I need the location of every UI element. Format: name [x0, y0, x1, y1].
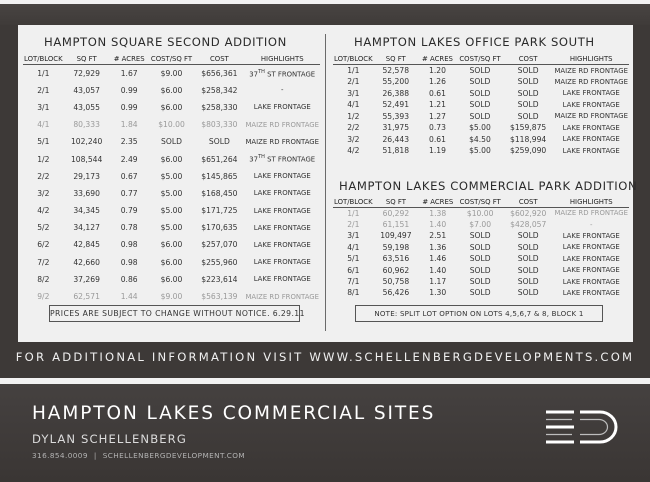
highlights-cell: MAIZE RD FRONTAGE — [554, 209, 628, 218]
cost-sqft-cell: SOLD — [469, 77, 491, 87]
table-row — [333, 287, 629, 298]
highlights-cell: LAKE FRONTAGE — [562, 123, 620, 132]
lot-cell: 6/2 — [37, 240, 50, 250]
acres-cell: 0.99 — [120, 102, 138, 112]
acres-cell: 1.84 — [120, 120, 138, 130]
sqft-cell: 80,333 — [73, 120, 100, 130]
highlights-cell: LAKE FRONTAGE — [253, 240, 311, 249]
cost-sqft-cell: $7.00 — [469, 220, 492, 230]
table-row — [23, 185, 320, 202]
cost-sqft-cell: SOLD — [469, 66, 491, 75]
highlights-cell: LAKE FRONTAGE — [562, 100, 620, 109]
acres-cell: 1.21 — [429, 100, 446, 110]
acres-cell: 0.73 — [429, 123, 446, 133]
lot-cell: 3/2 — [347, 134, 360, 144]
lot-cell: 2/1 — [37, 85, 50, 95]
cost-cell: $803,330 — [201, 120, 238, 130]
cost-sqft-cell: SOLD — [469, 265, 491, 275]
lot-cell: 2/1 — [347, 220, 360, 230]
acres-cell: 0.86 — [120, 274, 138, 284]
lot-cell: 7/2 — [37, 257, 50, 267]
acres-cell: 1.38 — [429, 208, 447, 218]
sqft-cell: 61,151 — [382, 220, 410, 230]
table-row — [333, 134, 629, 146]
cost-sqft-cell: SOLD — [469, 254, 491, 264]
cost-cell: $171,725 — [201, 206, 238, 216]
lot-cell: 1/1 — [37, 68, 50, 78]
highlights-cell: LAKE FRONTAGE — [562, 231, 620, 240]
cost-cell: $168,450 — [201, 188, 238, 198]
price-notice: PRICES ARE SUBJECT TO CHANGE WITHOUT NOTICE. 6.29.11 — [49, 305, 300, 322]
cost-sqft-cell: $6.00 — [160, 85, 183, 95]
cost-sqft-cell: SOLD — [469, 288, 491, 298]
cost-cell: SOLD — [517, 265, 539, 275]
acres-cell: 2.35 — [120, 137, 138, 147]
sqft-cell: 50,758 — [382, 277, 410, 287]
col-header-sqft: SQ FT — [374, 198, 419, 208]
lot-cell: 1/2 — [37, 154, 50, 164]
cost-sqft-cell: $6.00 — [160, 102, 183, 112]
acres-cell: 0.79 — [120, 206, 138, 216]
acres-cell: 1.30 — [429, 288, 447, 298]
cost-cell: $159,875 — [510, 123, 547, 133]
table-header-row — [333, 198, 629, 208]
table-row — [333, 122, 629, 134]
highlights-cell: LAKE FRONTAGE — [253, 275, 311, 284]
sqft-cell: 37,269 — [73, 274, 100, 284]
commercial-park-table — [333, 198, 629, 299]
cost-sqft-cell: $9.00 — [160, 292, 183, 302]
highlights-cell: LAKE FRONTAGE — [253, 206, 311, 215]
sqft-cell: 34,345 — [73, 206, 100, 216]
table-row — [333, 76, 629, 88]
acres-cell: 0.77 — [120, 188, 138, 198]
lot-cell: 8/2 — [37, 274, 50, 284]
acres-cell: 1.19 — [429, 146, 446, 156]
highlights-cell: 37TH ST FRONTAGE — [249, 68, 316, 78]
sqft-cell: 109,497 — [380, 231, 412, 241]
col-header-highlights: HIGHLIGHTS — [553, 55, 629, 65]
highlights-cell: MAIZE RD FRONTAGE — [554, 77, 628, 86]
cost-sqft-cell: $5.00 — [160, 171, 183, 181]
cost-cell: SOLD — [517, 77, 539, 87]
cost-sqft-cell: SOLD — [469, 277, 491, 287]
highlights-cell: LAKE FRONTAGE — [562, 288, 620, 297]
cost-sqft-cell: $6.00 — [160, 257, 183, 267]
contact-separator: | — [93, 451, 97, 460]
table-row — [23, 133, 320, 150]
cost-cell: $255,960 — [201, 257, 238, 267]
cost-cell: $428,057 — [510, 220, 547, 230]
cost-sqft-cell: $4.50 — [469, 134, 491, 144]
highlights-cell: MAIZE RD FRONTAGE — [245, 120, 319, 129]
cost-sqft-cell: SOLD — [469, 242, 491, 252]
sqft-cell: 62,571 — [73, 292, 100, 302]
cost-sqft-cell: $9.00 — [160, 68, 183, 78]
lot-cell: 4/2 — [347, 146, 360, 156]
acres-cell: 1.27 — [429, 111, 446, 121]
sqft-cell: 51,818 — [382, 146, 410, 156]
table-row — [23, 150, 320, 167]
table-row — [333, 99, 629, 111]
sqft-cell: 43,055 — [73, 102, 100, 112]
highlights-cell: LAKE FRONTAGE — [253, 103, 311, 112]
sqft-cell: 26,443 — [382, 134, 410, 144]
sqft-cell: 102,240 — [70, 137, 103, 147]
office-park-table — [333, 55, 629, 157]
lot-cell: 4/2 — [37, 206, 50, 216]
footer-title: HAMPTON LAKES COMMERCIAL SITES — [32, 403, 436, 424]
table-row — [23, 116, 320, 133]
cost-cell: SOLD — [208, 137, 230, 147]
lot-cell: 4/1 — [347, 242, 360, 252]
highlights-cell: MAIZE RD FRONTAGE — [554, 112, 628, 121]
contact-phone: 316.854.0009 — [32, 451, 88, 460]
hampton-square-title: HAMPTON SQUARE SECOND ADDITION — [44, 35, 287, 49]
cost-cell: $651,264 — [201, 154, 238, 164]
sqft-cell: 72,929 — [73, 68, 100, 78]
lot-cell: 1/1 — [347, 66, 360, 75]
table-row — [333, 253, 629, 264]
cost-cell: SOLD — [517, 88, 539, 98]
sqft-cell: 34,127 — [73, 223, 100, 233]
table-row — [23, 288, 320, 305]
col-header-lot: LOT/BLOCK — [24, 55, 63, 63]
lot-cell: 2/1 — [347, 77, 360, 87]
contact-website: SCHELLENBERGDEVELOPMENT.COM — [102, 451, 246, 460]
cost-cell: SOLD — [517, 66, 539, 75]
lot-cell: 5/1 — [347, 254, 360, 264]
col-header-highlights: HIGHLIGHTS — [244, 55, 320, 65]
highlights-cell: LAKE FRONTAGE — [253, 223, 311, 232]
cost-cell: SOLD — [517, 288, 539, 298]
acres-cell: 0.67 — [120, 171, 138, 181]
highlights-cell: LAKE FRONTAGE — [562, 243, 620, 252]
lot-cell: 3/1 — [347, 231, 360, 241]
lot-cell: 8/1 — [347, 288, 360, 298]
acres-cell: 0.61 — [429, 88, 446, 98]
acres-cell: 1.40 — [429, 220, 447, 230]
lot-cell: 3/1 — [347, 88, 360, 98]
table-row — [333, 208, 629, 219]
sqft-cell: 55,393 — [382, 111, 410, 121]
commercial-park-title: HAMPTON LAKES COMMERCIAL PARK ADDITION — [339, 179, 638, 193]
cost-cell: SOLD — [517, 242, 539, 252]
cost-cell: $602,920 — [510, 208, 547, 218]
table-row — [23, 65, 320, 82]
lot-cell: 9/2 — [37, 292, 50, 302]
acres-cell: 1.36 — [429, 242, 447, 252]
sd-logo-icon — [544, 410, 622, 446]
acres-cell: 0.78 — [120, 223, 138, 233]
table-row — [333, 242, 629, 253]
acres-cell: 2.49 — [120, 154, 138, 164]
table-row — [23, 202, 320, 219]
col-header-cost: COST — [194, 55, 244, 65]
table-row — [23, 99, 320, 116]
table-row — [23, 271, 320, 288]
contact-line — [32, 451, 245, 460]
table-header-row — [333, 55, 629, 65]
cost-sqft-cell: $10.00 — [466, 208, 494, 218]
highlights-cell: - — [280, 86, 284, 95]
cost-cell: SOLD — [517, 111, 539, 121]
sqft-cell: 63,516 — [382, 254, 410, 264]
acres-cell: 1.46 — [429, 254, 447, 264]
column-divider — [325, 34, 326, 331]
cost-cell: $118,994 — [510, 134, 547, 144]
acres-cell: 1.40 — [429, 265, 447, 275]
sd-logo — [544, 410, 622, 446]
lot-cell: 2/2 — [37, 171, 50, 181]
lot-cell: 4/1 — [347, 100, 360, 110]
highlights-cell: LAKE FRONTAGE — [562, 146, 620, 155]
cost-cell: $258,330 — [201, 102, 238, 112]
cost-sqft-cell: SOLD — [469, 100, 491, 110]
sqft-cell: 31,975 — [382, 123, 410, 133]
sqft-cell: 55,200 — [382, 77, 410, 87]
col-header-highlights: HIGHLIGHTS — [553, 198, 629, 208]
col-header-cost-sqft: COST/SQ FT — [457, 198, 503, 208]
cost-cell: $170,635 — [201, 223, 238, 233]
col-header-lot: LOT/BLOCK — [334, 55, 373, 63]
cost-sqft-cell: SOLD — [469, 111, 491, 121]
highlights-cell: LAKE FRONTAGE — [562, 266, 620, 275]
highlights-cell: LAKE FRONTAGE — [253, 258, 311, 267]
col-header-lot: LOT/BLOCK — [334, 198, 373, 206]
acres-cell: 0.98 — [120, 240, 138, 250]
sqft-cell: 59,198 — [382, 242, 410, 252]
cost-sqft-cell: $5.00 — [160, 223, 183, 233]
cost-sqft-cell: $5.00 — [160, 188, 183, 198]
cost-sqft-cell: $5.00 — [469, 123, 491, 133]
visit-website-text: FOR ADDITIONAL INFORMATION VISIT WWW.SCHELLENBERGDEVELOPMENTS.COM — [15, 350, 635, 364]
table-row — [333, 88, 629, 100]
highlights-cell: LAKE FRONTAGE — [253, 172, 311, 181]
table-row — [333, 264, 629, 275]
cost-sqft-cell: $6.00 — [160, 274, 183, 284]
cost-cell: SOLD — [517, 254, 539, 264]
cost-cell: $223,614 — [201, 274, 238, 284]
col-header-acres: # ACRES — [110, 55, 149, 65]
acres-cell: 0.61 — [429, 134, 446, 144]
lot-cell: 6/1 — [347, 265, 360, 275]
highlights-cell: - — [589, 220, 593, 229]
cost-cell: $563,139 — [201, 292, 238, 302]
lot-cell: 3/1 — [37, 102, 50, 112]
cost-cell: SOLD — [517, 277, 539, 287]
cost-sqft-cell: $10.00 — [158, 120, 185, 130]
acres-cell: 1.44 — [120, 292, 138, 302]
acres-cell: 1.17 — [429, 277, 447, 287]
cost-cell: $257,070 — [201, 240, 238, 250]
sqft-cell: 60,292 — [382, 208, 410, 218]
col-header-acres: # ACRES — [418, 55, 457, 65]
acres-cell: 0.98 — [120, 257, 138, 267]
col-header-sqft: SQ FT — [374, 55, 418, 65]
col-header-cost: COST — [503, 55, 554, 65]
table-row — [23, 82, 320, 99]
col-header-sqft: SQ FT — [64, 55, 110, 65]
table-row — [23, 254, 320, 271]
lot-cell: 5/2 — [37, 223, 50, 233]
table-row — [333, 65, 629, 77]
lot-cell: 1/1 — [347, 208, 360, 218]
acres-cell: 2.51 — [429, 231, 447, 241]
highlights-cell: LAKE FRONTAGE — [562, 254, 620, 263]
lot-cell: 2/2 — [347, 123, 360, 133]
table-row — [333, 230, 629, 241]
sqft-cell: 26,388 — [382, 88, 410, 98]
lot-cell: 5/1 — [37, 137, 50, 147]
highlights-cell: LAKE FRONTAGE — [562, 89, 620, 98]
table-row — [23, 236, 320, 253]
sqft-cell: 43,057 — [73, 85, 100, 95]
table-row — [333, 276, 629, 287]
lot-cell: 1/2 — [347, 111, 360, 121]
acres-cell: 1.67 — [120, 68, 138, 78]
cost-sqft-cell: $5.00 — [469, 146, 491, 156]
sqft-cell: 52,578 — [382, 66, 410, 75]
cost-cell: $145,865 — [201, 171, 238, 181]
cost-cell: SOLD — [517, 100, 539, 110]
col-header-cost-sqft: COST/SQ FT — [457, 55, 503, 65]
hampton-square-table — [23, 55, 320, 305]
sqft-cell: 42,845 — [73, 240, 100, 250]
col-header-cost-sqft: COST/SQ FT — [149, 55, 195, 65]
cost-sqft-cell: $6.00 — [160, 240, 183, 250]
table-row — [333, 111, 629, 123]
contact-name: DYLAN SCHELLENBERG — [32, 432, 187, 446]
highlights-cell: LAKE FRONTAGE — [562, 135, 620, 144]
cost-cell: SOLD — [517, 231, 539, 241]
cost-sqft-cell: SOLD — [469, 231, 491, 241]
highlights-cell: LAKE FRONTAGE — [562, 277, 620, 286]
sqft-cell: 29,173 — [73, 171, 100, 181]
split-lot-note: NOTE: SPLIT LOT OPTION ON LOTS 4,5,6,7 & 8, BLOCK 1 — [355, 305, 603, 322]
table-row — [23, 168, 320, 185]
lot-cell: 7/1 — [347, 277, 360, 287]
acres-cell: 1.20 — [429, 66, 446, 75]
cost-cell: $656,361 — [201, 68, 238, 78]
office-park-title: HAMPTON LAKES OFFICE PARK SOUTH — [354, 35, 595, 49]
table-row — [333, 145, 629, 157]
acres-cell: 1.26 — [429, 77, 446, 87]
highlights-cell: MAIZE RD FRONTAGE — [245, 137, 319, 146]
cost-cell: $258,342 — [201, 85, 238, 95]
col-header-acres: # ACRES — [418, 198, 457, 208]
lot-cell: 4/1 — [37, 120, 50, 130]
sqft-cell: 52,491 — [382, 100, 410, 110]
sqft-cell: 56,426 — [382, 288, 410, 298]
table-row — [23, 219, 320, 236]
cost-sqft-cell: $5.00 — [160, 206, 183, 216]
sqft-cell: 33,690 — [73, 188, 100, 198]
cost-sqft-cell: SOLD — [469, 88, 491, 98]
sqft-cell: 42,660 — [73, 257, 100, 267]
table-header-row — [23, 55, 320, 65]
highlights-cell: 37TH ST FRONTAGE — [249, 154, 316, 164]
highlights-cell: MAIZE RD FRONTAGE — [245, 292, 319, 301]
lot-cell: 3/2 — [37, 188, 50, 198]
cost-sqft-cell: $6.00 — [160, 154, 183, 164]
acres-cell: 0.99 — [120, 85, 138, 95]
cost-sqft-cell: SOLD — [161, 137, 182, 147]
highlights-cell: MAIZE RD FRONTAGE — [554, 66, 628, 75]
table-row — [333, 219, 629, 230]
sqft-cell: 60,962 — [382, 265, 410, 275]
highlights-cell: LAKE FRONTAGE — [253, 189, 311, 198]
sqft-cell: 108,544 — [70, 154, 103, 164]
col-header-cost: COST — [503, 198, 553, 208]
cost-cell: $259,090 — [510, 146, 547, 156]
top-strip — [0, 0, 650, 4]
